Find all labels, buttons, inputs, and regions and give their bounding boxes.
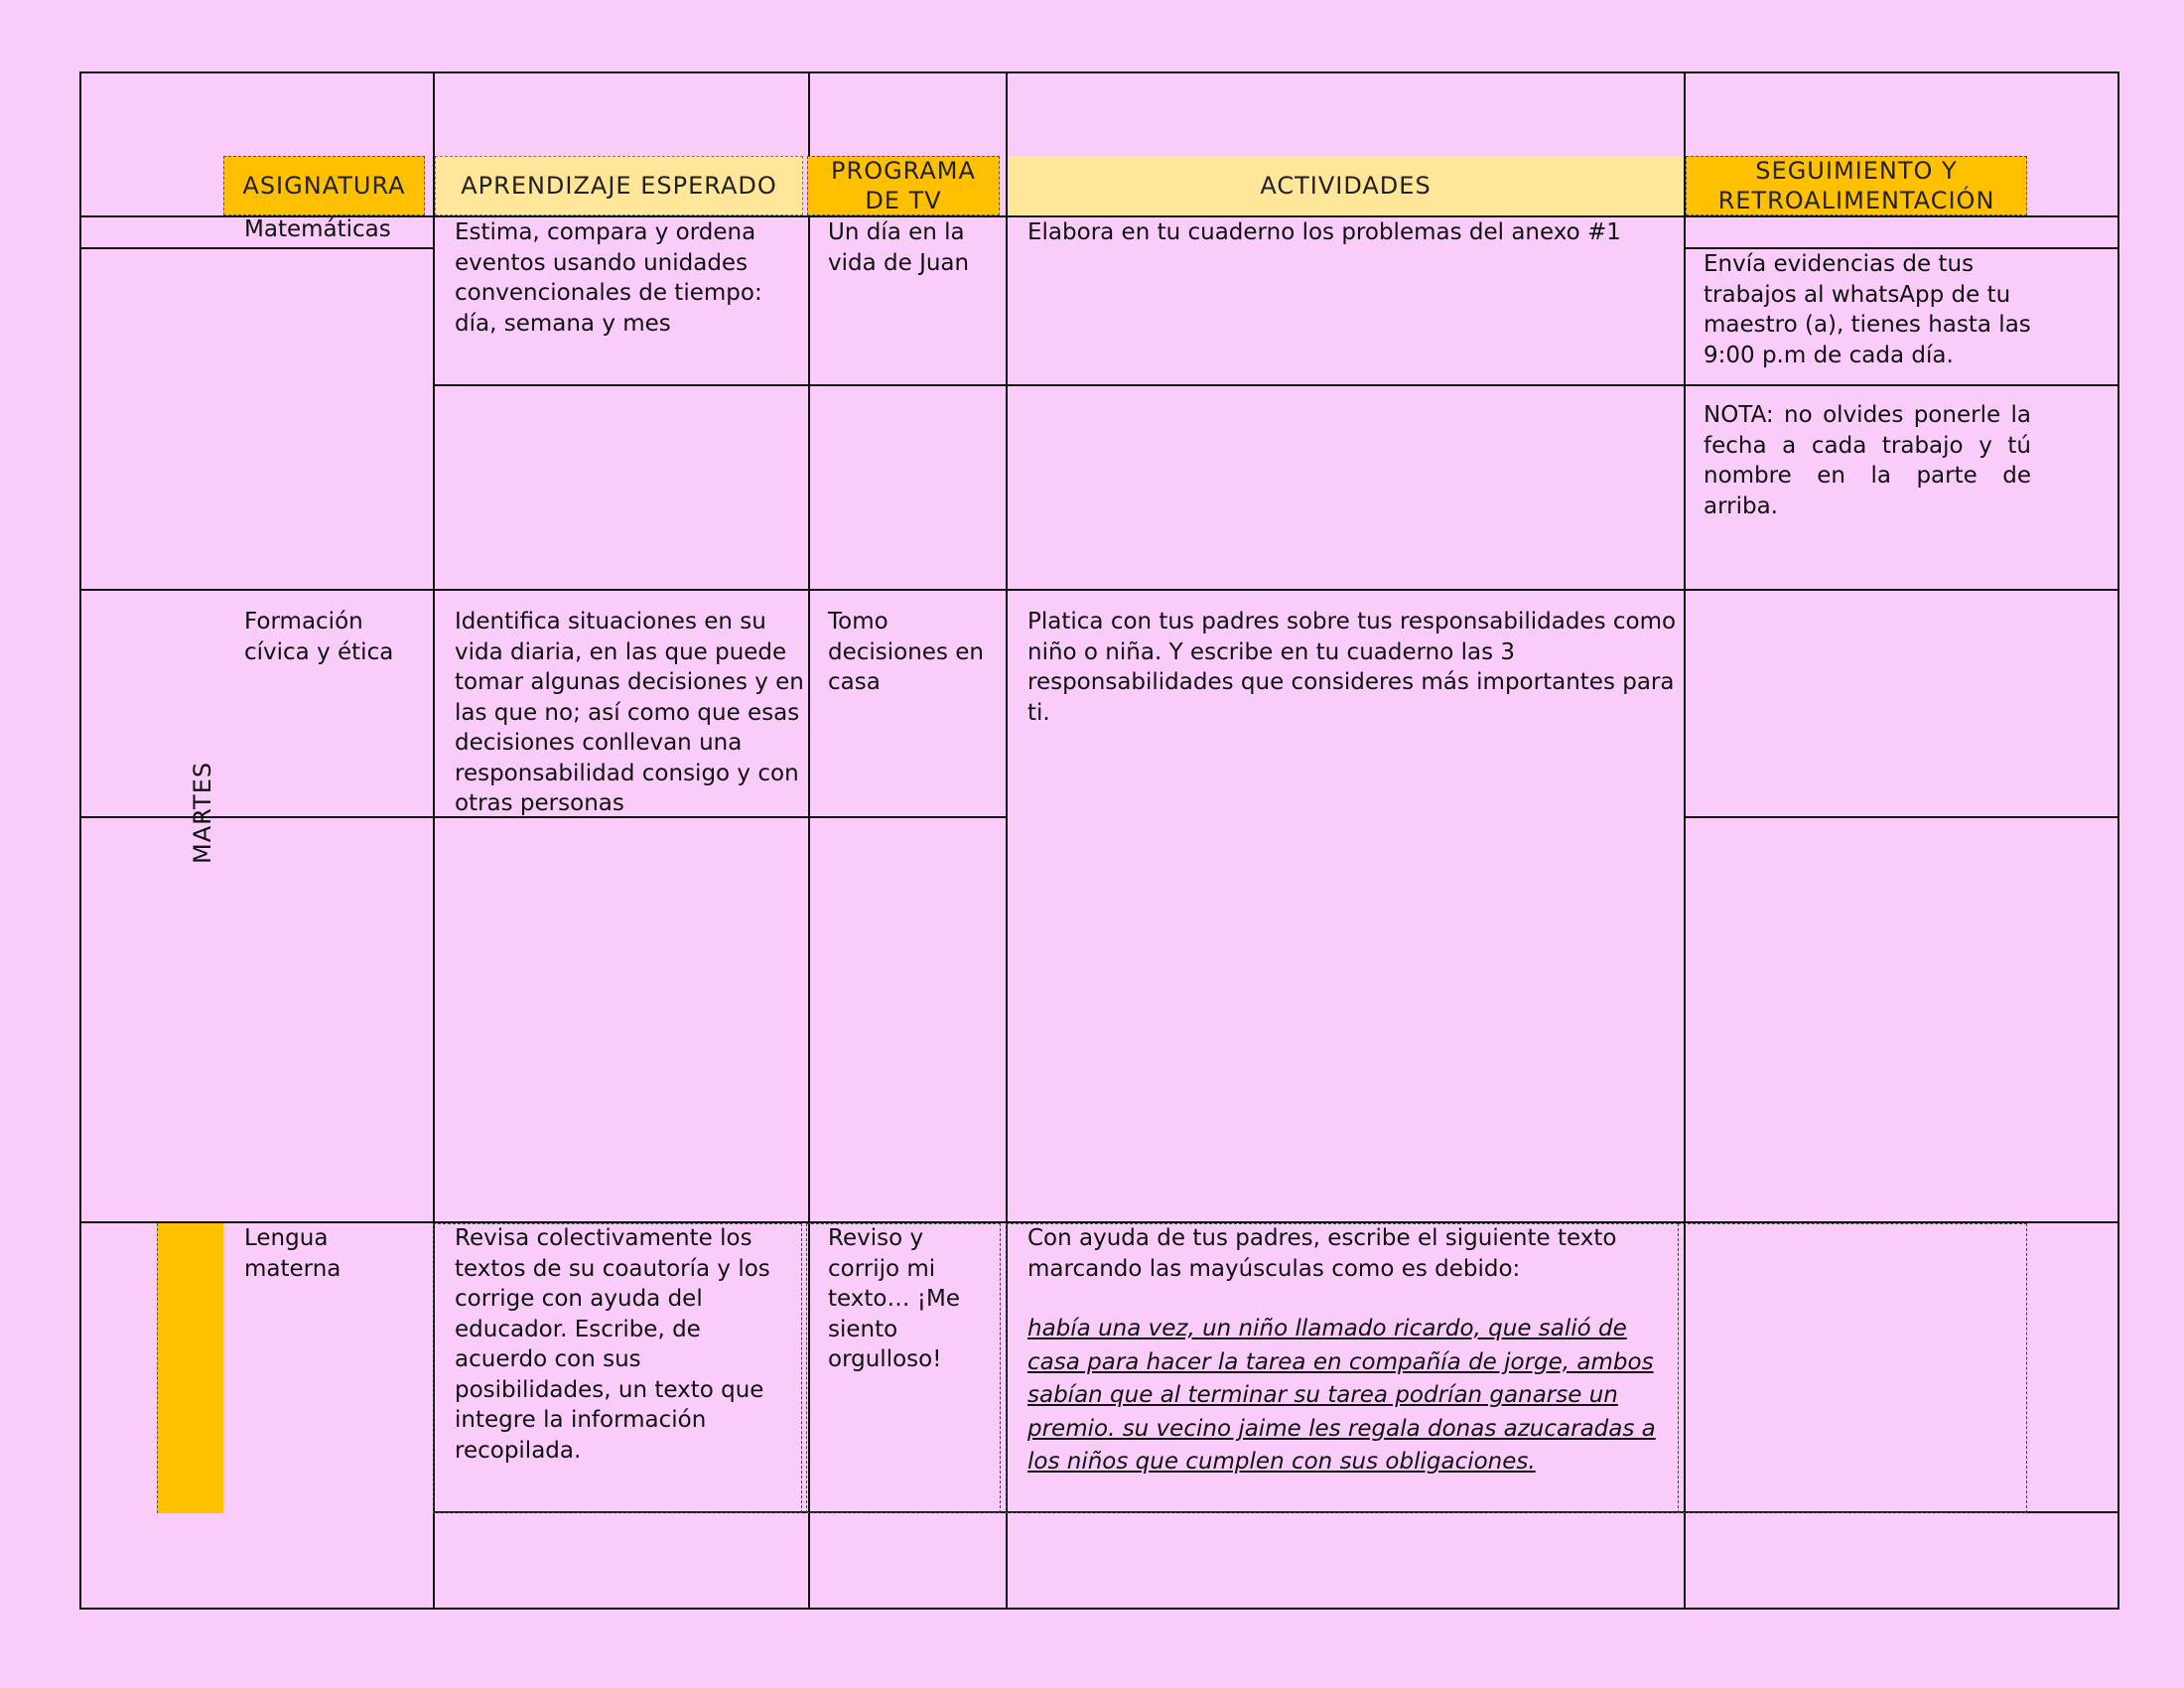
row2-aprendizaje: Identifica situaciones en su vida diaria, en las que puede tomar algunas decisiones y en las que no; así como que esas decisiones conllevan una responsabilidad consigo y con otras personas	[455, 609, 804, 816]
header-asignatura: ASIGNATURA	[223, 156, 425, 215]
row2-asignatura: Formación cívica y ética	[244, 609, 394, 665]
day-label: MARTES	[189, 761, 216, 864]
row3-programa: Reviso y corrijo mi texto… ¡Me siento orgulloso!	[828, 1225, 960, 1372]
header-seguimiento: SEGUIMIENTO Y RETROALIMENTACIÓN	[1686, 156, 2027, 215]
row-divider	[1684, 816, 2119, 818]
row1-actividades: Elabora en tu cuaderno los problemas del anexo #1	[1027, 219, 1621, 245]
row1-programa: Un día en la vida de Juan	[828, 219, 970, 276]
row-divider	[79, 247, 433, 249]
row2-actividades: Platica con tus padres sobre tus responsabilidades como niño o niña. Y escribe en tu cuaderno las 3 responsabilidades que consideres más importantes para ti.	[1027, 609, 1677, 726]
row1-asignatura: Matemáticas	[244, 216, 391, 242]
row3-actividades: Con ayuda de tus padres, escribe el siguiente texto marcando las mayúsculas como es debido:	[1027, 1225, 1617, 1282]
table-border-right	[2117, 71, 2119, 1610]
row1-aprendizaje: Estima, compara y ordena eventos usando unidades convencionales de tiempo: día, semana y mes	[455, 219, 762, 337]
row3-texto: había una vez, un niño llamado ricardo, que salió de casa para hacer la tarea en compañía de jorge, ambos sabían que al terminar su tarea podrían ganarse un premio. su vecino jaime les regala donas azucaradas a los niños que cumplen con sus obligaciones.	[1027, 1316, 1656, 1475]
row3-asignatura: Lengua materna	[244, 1225, 341, 1282]
row1-seguimiento: Envía evidencias de tus trabajos al whatsApp de tu maestro (a), tienes hasta las 9:00 p.m de cada día.	[1704, 251, 2031, 368]
row1-nota: NOTA: no olvides ponerle la fecha a cada trabajo y tú nombre en la parte de arriba.	[1704, 402, 2031, 519]
row-divider	[79, 589, 2119, 591]
header-aprendizaje: APRENDIZAJE ESPERADO	[435, 156, 803, 215]
table-border-left	[79, 71, 81, 1610]
header-actividades: ACTIVIDADES	[1008, 156, 1684, 215]
dashed-frame	[1678, 1223, 2027, 1513]
table-border-bottom	[79, 1608, 2119, 1610]
row2-programa: Tomo decisiones en casa	[828, 609, 984, 695]
accent-bar	[157, 1223, 223, 1513]
row3-aprendizaje: Revisa colectivamente los textos de su coautoría y los corrige con ayuda del educador. Escribe, de acuerdo con sus posibilidades, un texto que integre la información recopilada.	[455, 1225, 770, 1464]
table-border-top	[79, 71, 2119, 73]
header-programa: PROGRAMA DE TV	[807, 156, 1000, 215]
row-divider	[433, 384, 2119, 386]
